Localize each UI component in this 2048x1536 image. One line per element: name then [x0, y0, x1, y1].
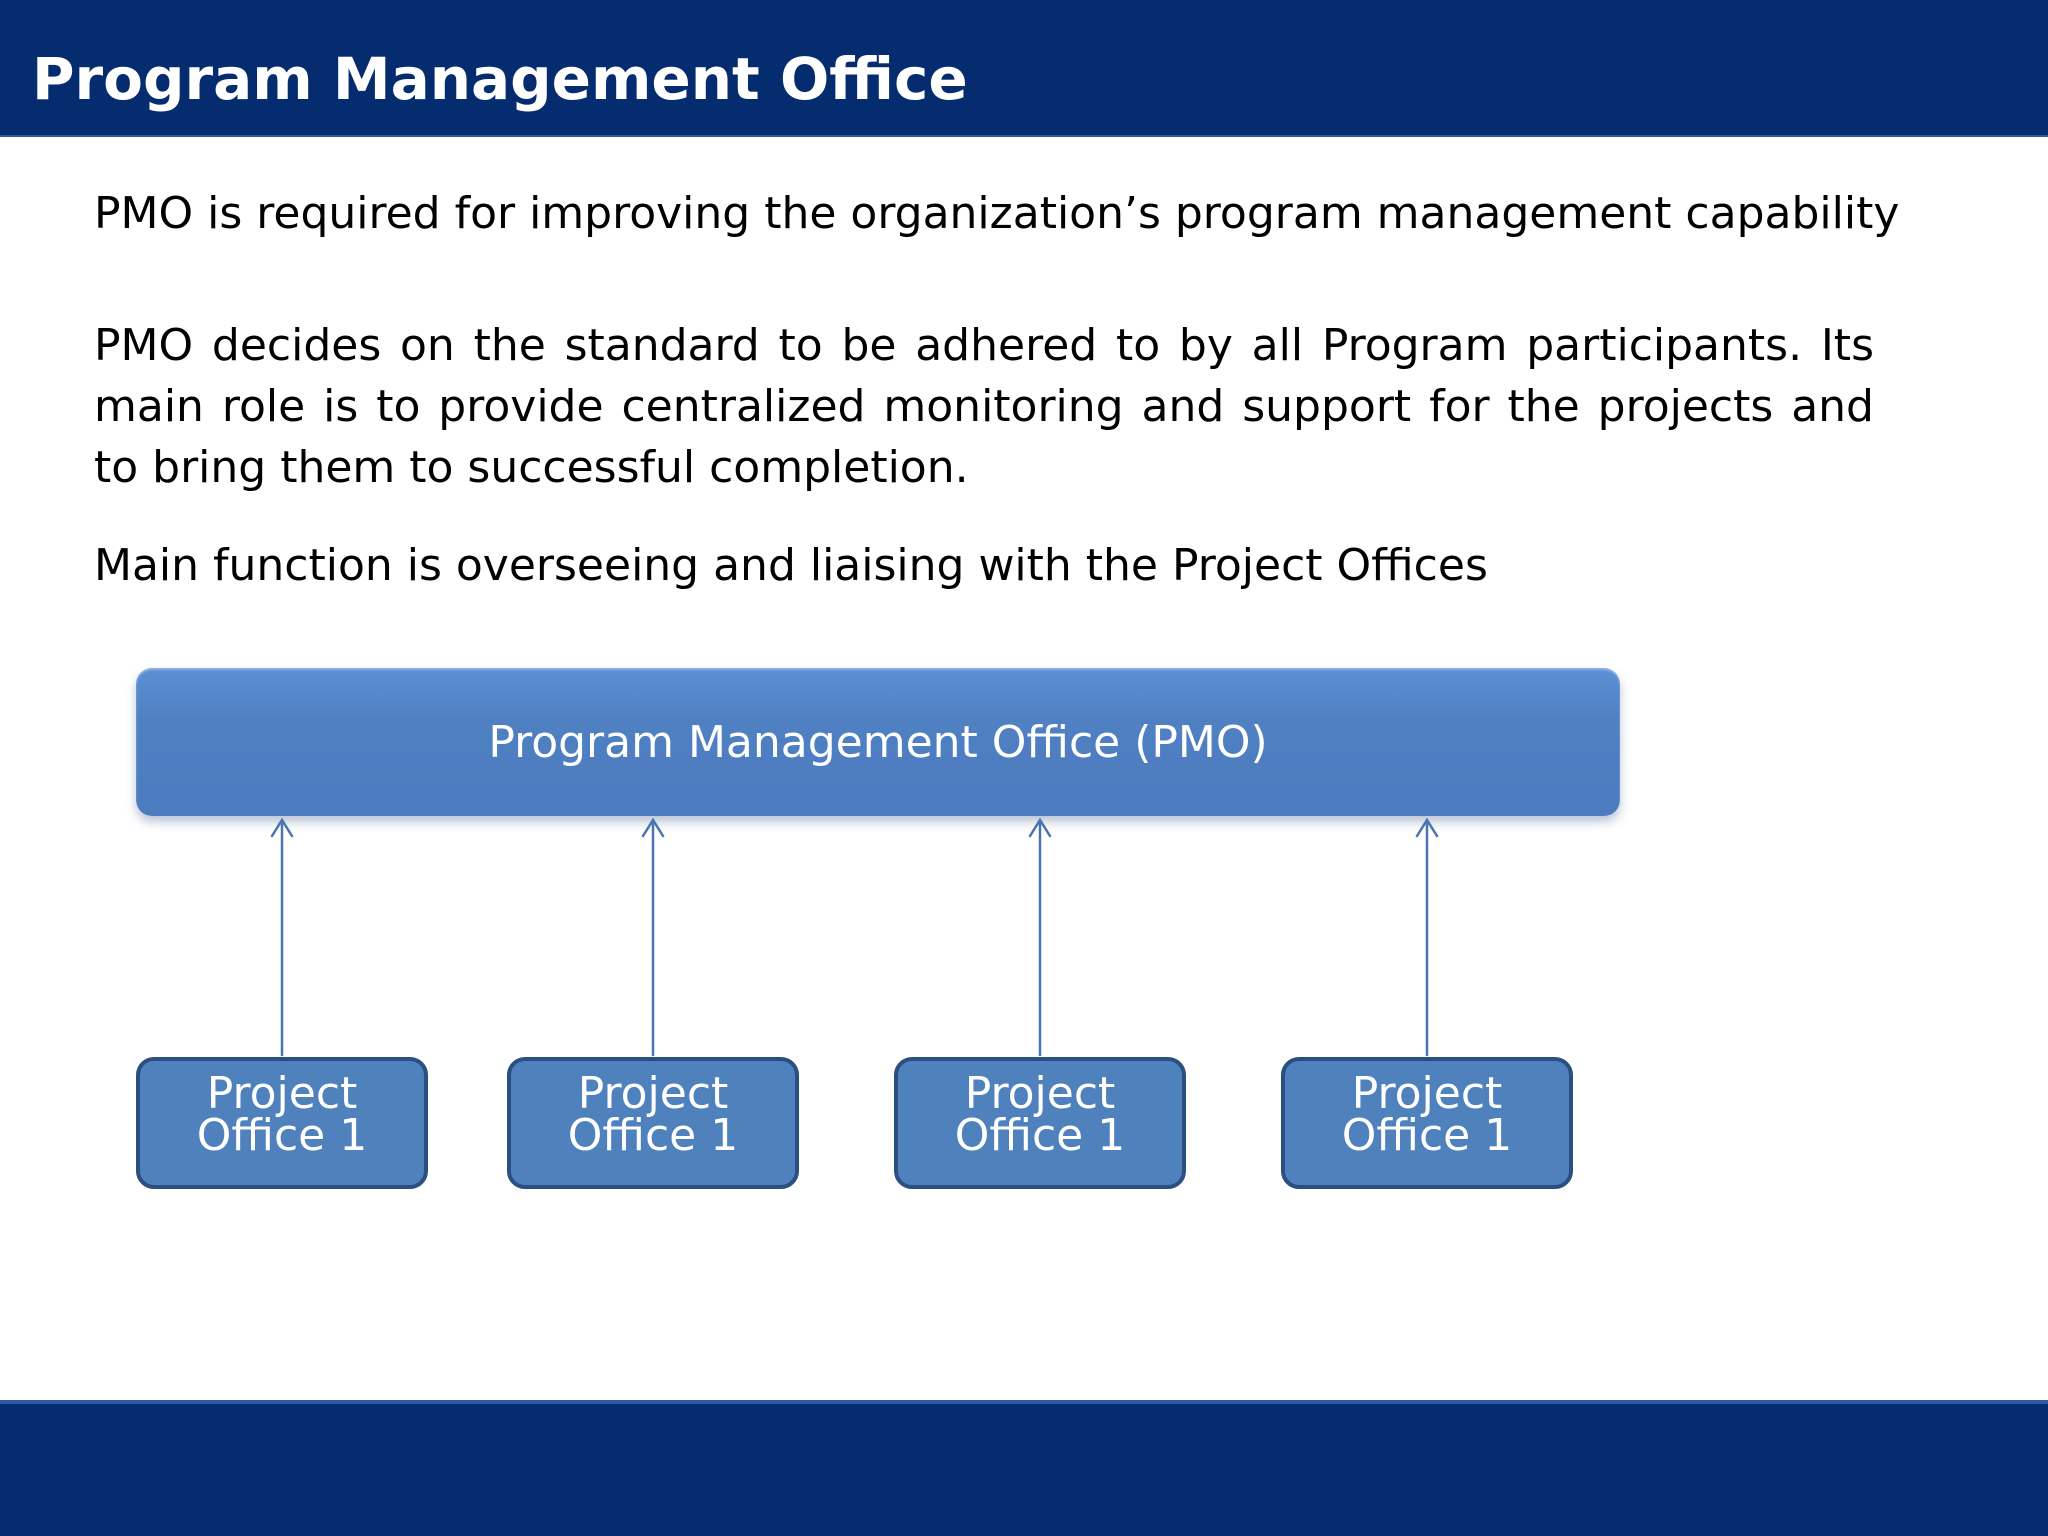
- project-office-4-line1: Project: [1351, 1068, 1503, 1119]
- arrow-4: [1417, 820, 1437, 1055]
- paragraph-pmo-decides: PMO decides on the standard to be adhered to by all Program participants. Its main role is to provide centralized monitoring and support for the projects and to bring them to successful completion.: [94, 320, 1874, 493]
- arrow-1: [272, 820, 292, 1055]
- project-office-1-line1: Project: [206, 1068, 358, 1119]
- project-office-1-line2: Office 1: [196, 1110, 368, 1161]
- footer-bar: [0, 1400, 2048, 1536]
- project-office-box-4: [1281, 1057, 1573, 1189]
- project-office-2-line1: Project: [577, 1068, 729, 1119]
- arrow-3: [1030, 820, 1050, 1055]
- project-office-box-3: [894, 1057, 1186, 1189]
- project-office-box-1: [136, 1057, 428, 1189]
- pmo-box: [136, 668, 1620, 816]
- pmo-box-label: Program Management Office (PMO): [488, 717, 1268, 768]
- project-office-box-2: [507, 1057, 799, 1189]
- project-office-2-line2: Office 1: [567, 1110, 739, 1161]
- project-office-3-line1: Project: [964, 1068, 1116, 1119]
- header-bar: [0, 0, 2048, 137]
- paragraph-pmo-required: PMO is required for improving the organization’s program management capability: [94, 188, 1900, 239]
- project-office-4-line2: Office 1: [1341, 1110, 1513, 1161]
- arrow-2: [643, 820, 663, 1055]
- paragraph-main-function: Main function is overseeing and liaising with the Project Offices: [94, 540, 1488, 591]
- project-office-3-line2: Office 1: [954, 1110, 1126, 1161]
- slide-title: Program Management Office: [32, 45, 968, 113]
